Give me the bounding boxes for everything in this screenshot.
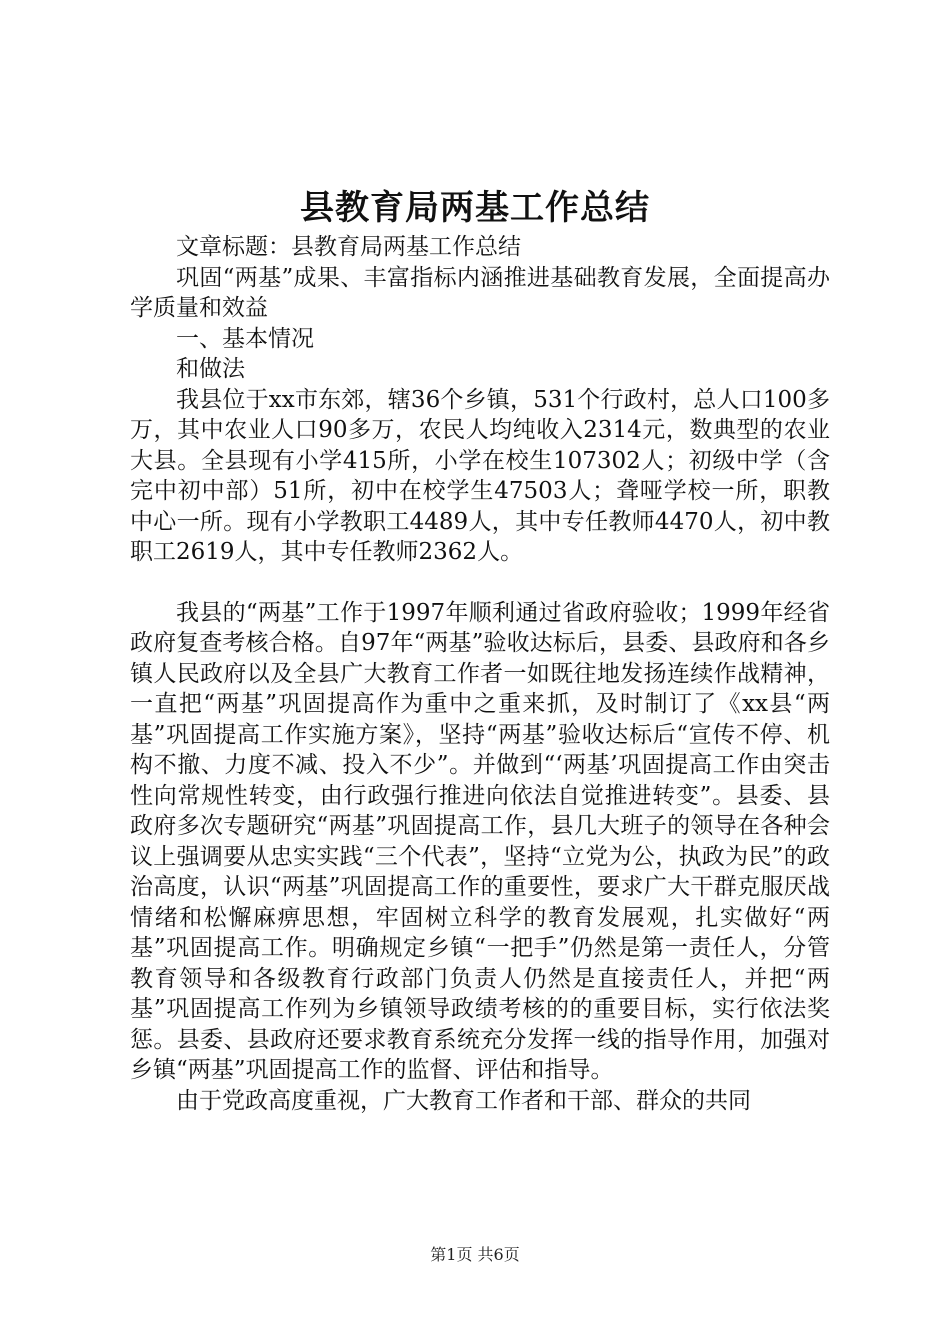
section-heading-continuation: 和做法 [176,356,245,382]
body-paragraph-county-overview: 我县位于xx市东郊，辖36个乡镇，531个行政村，总人口100多万，其中农业人口90多万，农民人均纯收入2314元，数典型的农业大县。全县现有小学415所，小学在校生107302人；初级中学（含完中初中部）51所，初中在校学生47503人；聋哑学校一所，职教中心一所。现有小学教职工4489人，其中专任教师4470人，初中教职工2619人，其中专任教师2362人。 [130,386,830,565]
body-paragraph-continued: 由于党政高度重视，广大教育工作者和干部、群众的共同 [176,1087,751,1114]
document-title: 县教育局两基工作总结 [300,188,650,228]
article-title-line: 文章标题：县教育局两基工作总结 [176,234,521,260]
summary-paragraph: 巩固“两基”成果、丰富指标内涵推进基础教育发展，全面提高办学质量和效益 [130,264,830,321]
page-footer: 第1页 共6页 [430,1245,520,1264]
body-paragraph-liangji-work: 我县的“两基”工作于1997年顺利通过省政府验收；1999年经省政府复查考核合格。自97年“两基”验收达标后，县委、县政府和各乡镇人民政府以及全县广大教育工作者一如既往地发扬连续作战精神，一直把“两基”巩固提高作为重中之重来抓，及时制订了《xx县“两基”巩固提高工作实施方案》，坚持“两基”验收达标后“宣传不停、机构不撤、力度不减、投入不少”。并做到“‘两基’巩固提高工作由突击性向常规性转变，由行政强行推进向依法自觉推进转变”。县委、县政府多次专题研究“两基”巩固提高工作，县几大班子的领导在各种会议上强调要从忠实实践“三个代表”，坚持“立党为公，执政为民”的政治高度，认识“两基”巩固提高工作的重要性，要求广大干群克服厌战情绪和松懈麻痹思想，牢固树立科学的教育发展观，扎实做好“两基”巩固提高工作。明确规定乡镇“一把手”仍然是第一责任人，分管教育领导和各级教育行政部门负责人仍然是直接责任人，并把“两基”巩固提高工作列为乡镇领导政绩考核的的重要目标，实行依法奖惩。县委、县政府还要求教育系统充分发挥一线的指导作用，加强对乡镇“两基”巩固提高工作的监督、评估和指导。 [130,599,830,1083]
document-body [130,232,830,1116]
section-heading: 一、基本情况 [176,325,314,352]
